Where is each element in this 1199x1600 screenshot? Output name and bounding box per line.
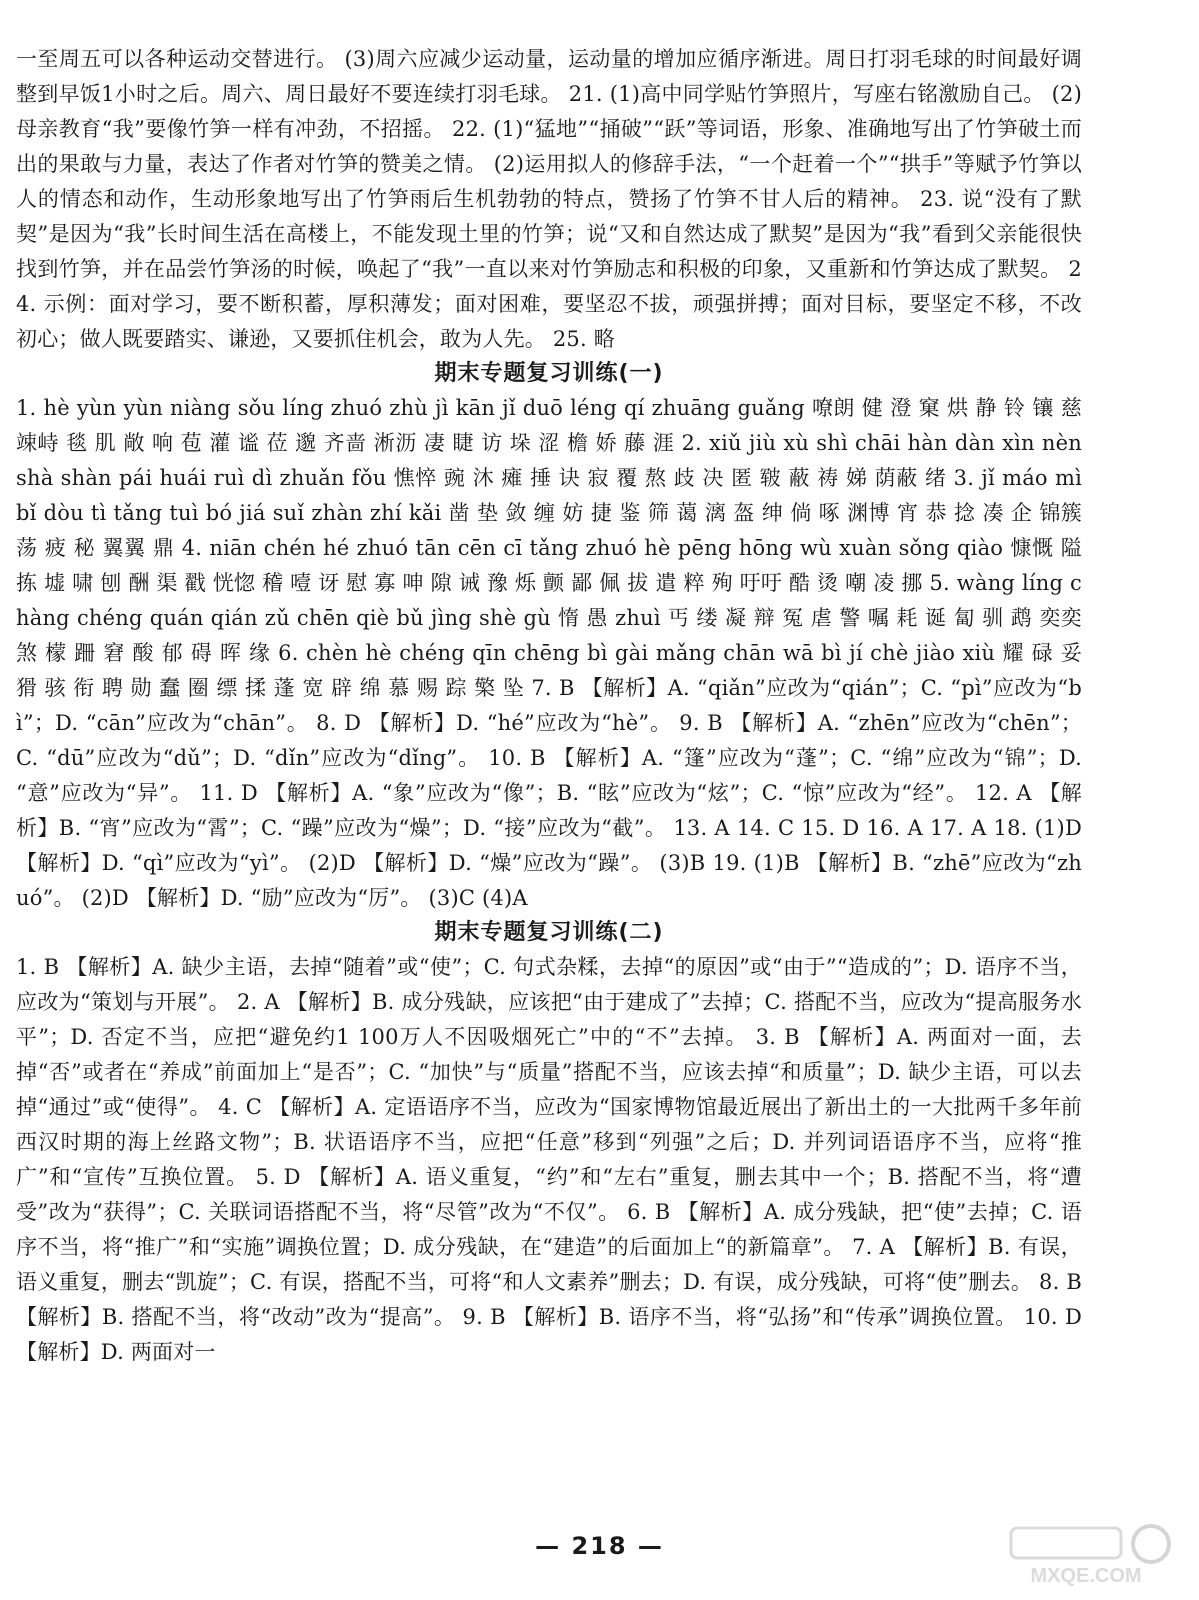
watermark-logo bbox=[991, 1520, 1181, 1590]
answer-page bbox=[16, 42, 1082, 1370]
section-2-answers: 1. B 【解析】A. 缺少主语，去掉“随着”或“使”；C. 句式杂糅，去掉“的原因”或“由于”“造成的”；D. 语序不当，应改为“策划与开展”。 2. A 【解析】B. 成分残缺，应该把“由于建成了”去掉；C. 搭配不当，应改为“提高服务水平”；D. 否定不当，应把“避免约1 100万人不因吸烟死亡”中的“不”去掉。 3. B 【解析】A. 两面对一面，去掉“否”或者在“养成”前面加上“是否”；C. “加快”与“质量”搭配不当，应该去掉“和质量”；D. 缺少主语，可以去掉“通过”或“使得”。 4. C 【解析】A. 定语语序不当，应改为“国家博物馆最近展出了新出土的一大批两千多年前西汉时期的海上丝路文物”；B. 状语语序不当，应把“任意”移到“列强”之后；D. 并列词语语序不当，应将“推广”和“宣传”互换位置。 5. D 【解析】A. 语义重复，“约”和“左右”重复，删去其中一个；B. 搭配不当，将“遭受”改为“获得”；C. 关联词语搭配不当，将“尽管”改为“不仅”。 6. B 【解析】A. 成分残缺，把“使”去掉；C. 语序不当，将“推广”和“实施”调换位置；D. 成分残缺，在“建造”的后面加上“的新篇章”。 7. A 【解析】B. 有误，语义重复，删去“凯旋”；C. 有误，搭配不当，可将“和人文素养”删去；D. 有误，成分残缺，可将“使”删去。 8. B 【解析】B. 搭配不当，将“改动”改为“提高”。 9. B 【解析】B. 语序不当，将“弘扬”和“传承”调换位置。 10. D 【解析】D. 两面对一 bbox=[16, 955, 1082, 1364]
section-title-review-2: 期末专题复习训练(二) bbox=[434, 920, 664, 945]
section-1-answers: 1. hè yùn yùn niàng sǒu líng zhuó zhù jì kān jǐ duō léng qí zhuāng guǎng 嘹朗 健 澄 窠 烘 静 铃 镶 慈 竦峙 毯 肌 敞 响 苞 灌 谧 莅 邈 齐啬 淅沥 凄 睫 访 垛 涩 檐 娇 藤 涯 2. xiǔ jiù xù shì chāi hàn dàn xìn nèn shà shàn pái huái ruì dì zhuǎn fǒu 憔悴 豌 沐 瘫 捶 诀 寂 覆 熬 歧 决 匿 皲 蔽 祷 娣 荫蔽 绪 3. jǐ máo mì bǐ dòu tì tǎng tuì bó jiá suǐ zhàn zhí kǎi 凿 垫 敛 缠 妨 捷 鉴 筛 蔼 漓 盔 绅 倘 啄 渊博 宵 恭 捻 凑 企 锦簇 荡 疲 秘 翼翼 鼎 4. niān chén hé zhuó tān cēn cī tǎng zhuó hè pēng hōng wù xuàn sǒng qiào 慷慨 隘 拣 墟 啸 刨 酬 渠 戳 恍惚 稽 噎 讶 慰 寡 呻 隙 诫 豫 烁 颤 鄙 佩 拔 遣 粹 殉 吁吁 酷 烫 嘲 凌 挪 5. wàng líng chàng chéng quán qián zǔ chēn qiè bǔ jìng shè gù 惰 愚 zhuì 丐 缕 凝 辩 冤 虐 警 嘱 耗 诞 匐 驯 鹉 奕奕 煞 檬 跚 窘 酸 郁 碍 晖 缘 6. chèn hè chéng qīn chēng bì gài mǎng chān wā bì jí chè jiào xiù 耀 碌 妥 猾 骇 衔 聘 勋 蠢 圈 缥 揉 蓬 宽 辟 绵 慕 赐 踪 檠 坠 7. B 【解析】A. “qiǎn”应改为“qián”；C. “pì”应改为“bì”；D. “cān”应改为“chān”。 8. D 【解析】D. “hé”应改为“hè”。 9. B 【解析】A. “zhēn”应改为“chēn”；C. “dū”应改为“dǔ”；D. “dǐn”应改为“dǐng”。 10. B 【解析】A. “篷”应改为“蓬”；C. “绵”应改为“锦”；D. “意”应改为“异”。 11. D 【解析】A. “象”应改为“像”；B. “眩”应改为“炫”；C. “惊”应改为“经”。 12. A 【解析】B. “宵”应改为“霄”；C. “躁”应改为“燥”；D. “接”应改为“截”。 13. A 14. C 15. D 16. A 17. A 18. (1)D 【解析】D. “qì”应改为“yì”。 (2)D 【解析】D. “燥”应改为“躁”。 (3)B 19. (1)B 【解析】B. “zhē”应改为“zhuó”。 (2)D 【解析】D. “励”应改为“厉”。 (3)C (4)A bbox=[16, 396, 1082, 910]
answer-paragraph: 一至周五可以各种运动交替进行。 (3)周六应减少运动量，运动量的增加应循序渐进。周日打羽毛球的时间最好调整到早饭1小时之后。周六、周日最好不要连续打羽毛球。 21. (1)高中同学贴竹笋照片，写座右铭激励自己。 (2)母亲教育“我”要像竹笋一样有冲劲，不招摇。 22. (1)“猛地”“捅破”“跃”等词语，形象、准确地写出了竹笋破土而出的果敢与力量，表达了作者对竹笋的赞美之情。 (2)运用拟人的修辞手法，“一个赶着一个”“拱手”等赋予竹笋以人的情态和动作，生动形象地写出了竹笋雨后生机勃勃的特点，赞扬了竹笋不甘人后的精神。 23. 说“没有了默契”是因为“我”长时间生活在高楼上，不能发现土里的竹笋；说“又和自然达成了默契”是因为“我”看到父亲能很快找到竹笋，并在品尝竹笋汤的时候，唤起了“我”一直以来对竹笋励志和积极的印象，又重新和竹笋达成了默契。 24. 示例：面对学习，要不断积蓄，厚积薄发；面对困难，要坚忍不拔，顽强拼搏；面对目标，要坚定不移，不改初心；做人既要踏实、谦逊，又要抓住机会，敢为人先。 25. 略 bbox=[16, 47, 1082, 351]
watermark-text: MXQE.COM bbox=[1030, 1565, 1142, 1587]
answer-stamp-icon bbox=[991, 1520, 1181, 1590]
page-number: — 218 — bbox=[535, 1532, 664, 1560]
section-title-review-1: 期末专题复习训练(一) bbox=[434, 361, 664, 386]
